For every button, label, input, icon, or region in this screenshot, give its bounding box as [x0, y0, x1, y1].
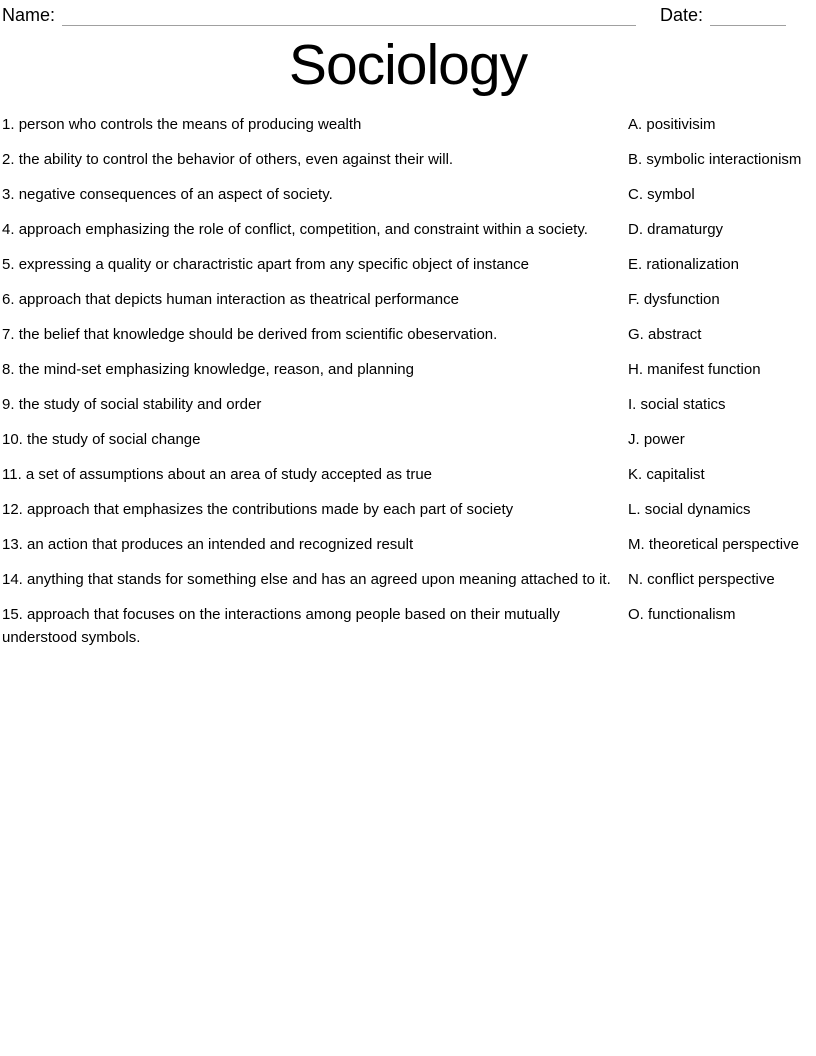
matching-row: [2, 218, 786, 241]
term-cell: [628, 533, 799, 556]
term-cell: [628, 498, 751, 521]
item-number: 9.: [2, 395, 15, 413]
matching-row: [2, 568, 786, 591]
definition-cell: [2, 183, 622, 206]
definition-cell: [2, 218, 622, 241]
term-letter: C.: [628, 185, 643, 203]
matching-row: [2, 253, 786, 276]
term-text: symbolic interactionism: [646, 150, 802, 168]
item-number: 1.: [2, 115, 15, 133]
definition-cell: [2, 498, 622, 521]
item-number: 2.: [2, 150, 15, 168]
definition-cell: [2, 288, 622, 311]
term-cell: [628, 428, 685, 451]
definition-text: expressing a quality or charactristic apart from any specific object of instance: [18, 255, 529, 273]
definition-text: person who controls the means of producing wealth: [18, 115, 362, 133]
definition-cell: [2, 323, 622, 346]
definition-text: the mind-set emphasizing knowledge, reason, and planning: [18, 360, 414, 378]
definition-cell: [2, 253, 622, 276]
definition-text: approach that focuses on the interactions among people based on their mutually understood symbols.: [2, 605, 560, 646]
term-text: social statics: [640, 395, 726, 413]
term-letter: G.: [628, 325, 644, 343]
definition-text: approach emphasizing the role of conflict, competition, and constraint within a society.: [18, 220, 588, 238]
matching-row: [2, 183, 786, 206]
term-letter: E.: [628, 255, 643, 273]
term-text: abstract: [648, 325, 702, 343]
matching-list: [2, 113, 802, 649]
item-number: 10.: [2, 430, 23, 448]
term-cell: [628, 113, 716, 136]
item-number: 15.: [2, 605, 23, 623]
matching-row: [2, 393, 786, 416]
term-letter: H.: [628, 360, 643, 378]
item-number: 5.: [2, 255, 15, 273]
definition-cell: [2, 568, 622, 591]
definition-cell: [2, 113, 622, 136]
term-text: rationalization: [646, 255, 739, 273]
term-text: manifest function: [647, 360, 761, 378]
term-letter: L.: [628, 500, 641, 518]
item-number: 4.: [2, 220, 15, 238]
matching-row: [2, 463, 786, 486]
term-letter: O.: [628, 605, 644, 623]
term-letter: J.: [628, 430, 640, 448]
definition-cell: [2, 393, 622, 416]
term-letter: K.: [628, 465, 643, 483]
term-letter: D.: [628, 220, 643, 238]
definition-text: anything that stands for something else and has an agreed upon meaning attached to it.: [27, 570, 611, 588]
item-number: 14.: [2, 570, 23, 588]
matching-row: [2, 358, 786, 381]
item-number: 7.: [2, 325, 15, 343]
definition-text: negative consequences of an aspect of society.: [18, 185, 333, 203]
term-text: social dynamics: [644, 500, 751, 518]
term-letter: F.: [628, 290, 640, 308]
term-text: power: [643, 430, 685, 448]
term-text: dramaturgy: [647, 220, 724, 238]
date-label: Date:: [659, 5, 703, 25]
term-cell: [628, 288, 720, 311]
definition-cell: [2, 428, 622, 451]
definition-text: the belief that knowledge should be derived from scientific obeservation.: [18, 325, 498, 343]
item-number: 8.: [2, 360, 15, 378]
matching-row: [2, 113, 786, 136]
term-cell: [628, 358, 761, 381]
term-text: functionalism: [648, 605, 736, 623]
term-text: symbol: [647, 185, 695, 203]
term-cell: [628, 463, 705, 486]
term-letter: A.: [628, 115, 643, 133]
term-cell: [628, 393, 726, 416]
term-cell: [628, 218, 723, 241]
matching-row: [2, 323, 786, 346]
definition-cell: [2, 603, 622, 649]
term-text: positivisim: [646, 115, 716, 133]
definition-text: approach that depicts human interaction as theatrical performance: [18, 290, 459, 308]
term-letter: B.: [628, 150, 643, 168]
term-cell: [628, 183, 695, 206]
definition-text: a set of assumptions about an area of study accepted as true: [25, 465, 433, 483]
definition-text: approach that emphasizes the contributions made by each part of society: [27, 500, 514, 518]
term-text: theoretical perspective: [648, 535, 799, 553]
matching-row: [2, 533, 799, 556]
definition-cell: [2, 148, 622, 171]
matching-row: [2, 288, 786, 311]
term-cell: [628, 148, 801, 171]
item-number: 3.: [2, 185, 15, 203]
definition-text: an action that produces an intended and recognized result: [27, 535, 414, 553]
item-number: 11.: [2, 465, 22, 483]
matching-row: [2, 428, 786, 451]
term-letter: N.: [628, 570, 643, 588]
matching-row: [2, 148, 802, 171]
definition-text: the study of social change: [27, 430, 201, 448]
term-cell: [628, 323, 701, 346]
term-cell: [628, 568, 775, 591]
definition-cell: [2, 463, 622, 486]
item-number: 12.: [2, 500, 23, 518]
term-text: conflict perspective: [647, 570, 775, 588]
item-number: 13.: [2, 535, 23, 553]
item-number: 6.: [2, 290, 15, 308]
term-text: capitalist: [646, 465, 705, 483]
definition-cell: [2, 533, 622, 556]
name-label: Name:: [2, 5, 56, 25]
definition-text: the study of social stability and order: [18, 395, 262, 413]
matching-row: [2, 498, 786, 521]
name-blank-line: [62, 8, 636, 26]
term-cell: [628, 253, 739, 276]
definition-text: the ability to control the behavior of others, even against their will.: [18, 150, 454, 168]
date-blank-line: [710, 8, 786, 26]
term-cell: [628, 603, 736, 626]
definition-cell: [2, 358, 622, 381]
term-text: dysfunction: [643, 290, 720, 308]
name-date-row: [2, 5, 786, 26]
term-letter: M.: [628, 535, 645, 553]
matching-row: [2, 603, 786, 649]
worksheet-title: Sociology: [288, 33, 528, 97]
term-letter: I.: [628, 395, 637, 413]
